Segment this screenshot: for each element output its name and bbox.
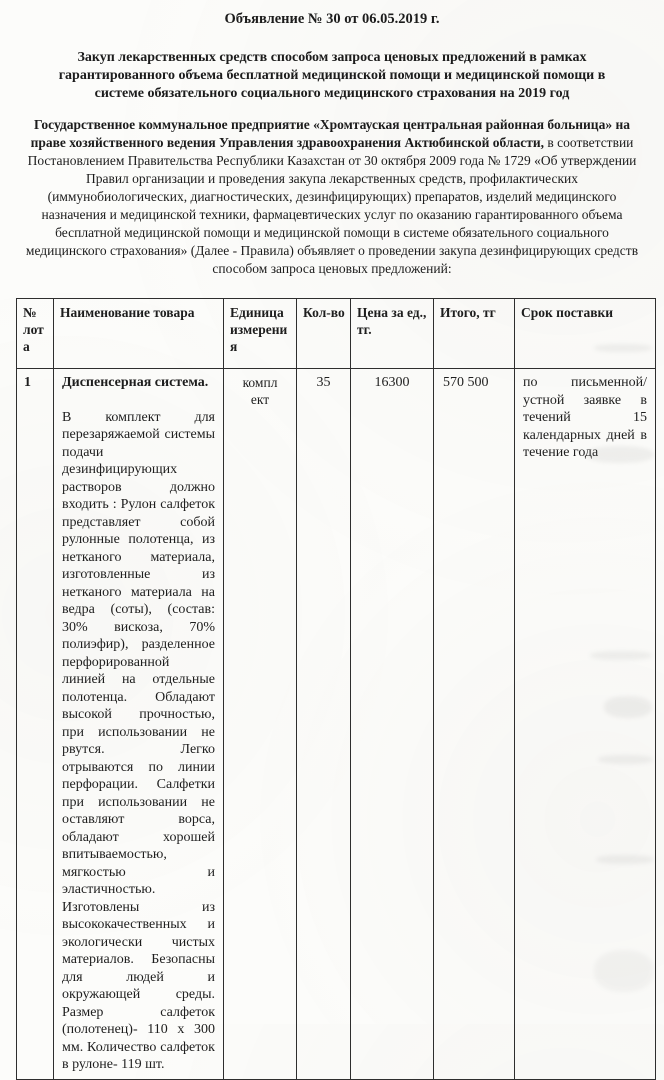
lots-table — [16, 298, 656, 1080]
header-total: Итого, тг — [434, 299, 515, 369]
product-title: Диспенсерная система. — [62, 375, 209, 390]
product-description: В комплект для перезаряжаемой системы подачи дезинфицирующих растворов должно входить : Рулон салфеток представляет собой рулонные полотенца, из нетканого материала, изготовленные из нетканого материала на ведра (соты), (состав: 30% вискоза, 70% полиэфир), разделенное перфорированной линией на отдельные полотенца. Обладают высокой прочностью, при использовании не рвутся. Легко отрываются по линии перфорации. Салфетки при использовании не оставляют ворса, обладают хорошей впитываемостью, мягкостью и эластичностью. Изготовлены из высококачественных и экологически чистых материалов. Безопасны для людей и окружающей среды. Размер салфеток (полотенец)- 110 х 300 мм. Количество салфеток в рулоне- 119 шт. — [62, 409, 215, 1072]
cell-total: 570 500 — [434, 369, 515, 1080]
document-subtitle: Закуп лекарственных средств способом запроса ценовых предложений в рамках гарантированного объема бесплатной медицинской помощи и медицинской помощи в системе обязательного социального медицинского страхования на 2019 год — [58, 50, 606, 101]
header-unit: Единица измерения — [224, 299, 297, 369]
table-header-row — [17, 299, 656, 369]
intro-regular-text: в соответствии Постановлением Правительства Республики Казахстан от 30 октября 2009 года № 1729 «Об утверждении Правил организации и проведения закупа лекарственных средств, профилактических (иммунобиологических, диагностических, дезинфицирующих) препаратов, изделий медицинского назначения и медицинской техники, фармацевтических услуг по оказанию гарантированного объема бесплатной медицинской помощи и медицинской помощи в системе обязательного социального медицинского страхования» (Далее - Правила) объявляет о проведении закупа дезинфицирующих средств способом запроса ценовых предложений: — [25, 135, 639, 276]
header-lot-number: № лота — [17, 299, 54, 369]
cell-lot-number: 1 — [17, 369, 54, 1080]
header-delivery-term: Срок поставки — [515, 299, 656, 369]
cell-unit-price: 16300 — [351, 369, 434, 1080]
intro-bold-text: Государственное коммунальное предприятие «Хромтауская центральная районная больница» на праве хозяйственного ведения Управления здравоохранения Актюбинской области, — [30, 117, 630, 150]
cell-product-name — [54, 369, 224, 1080]
header-product-name: Наименование товара — [54, 299, 224, 369]
cell-quantity: 35 — [297, 369, 351, 1080]
cell-delivery-term: по письменной/устной заявке в течений 15 календарных дней в течение года — [515, 369, 656, 1080]
page-title: Объявление № 30 от 06.05.2019 г. — [224, 11, 440, 27]
intro-paragraph — [23, 116, 641, 278]
header-quantity: Кол-во — [297, 299, 351, 369]
cell-unit: комплект — [224, 369, 297, 1080]
header-unit-price: Цена за ед., тг. — [351, 299, 434, 369]
table-row — [17, 369, 656, 1080]
